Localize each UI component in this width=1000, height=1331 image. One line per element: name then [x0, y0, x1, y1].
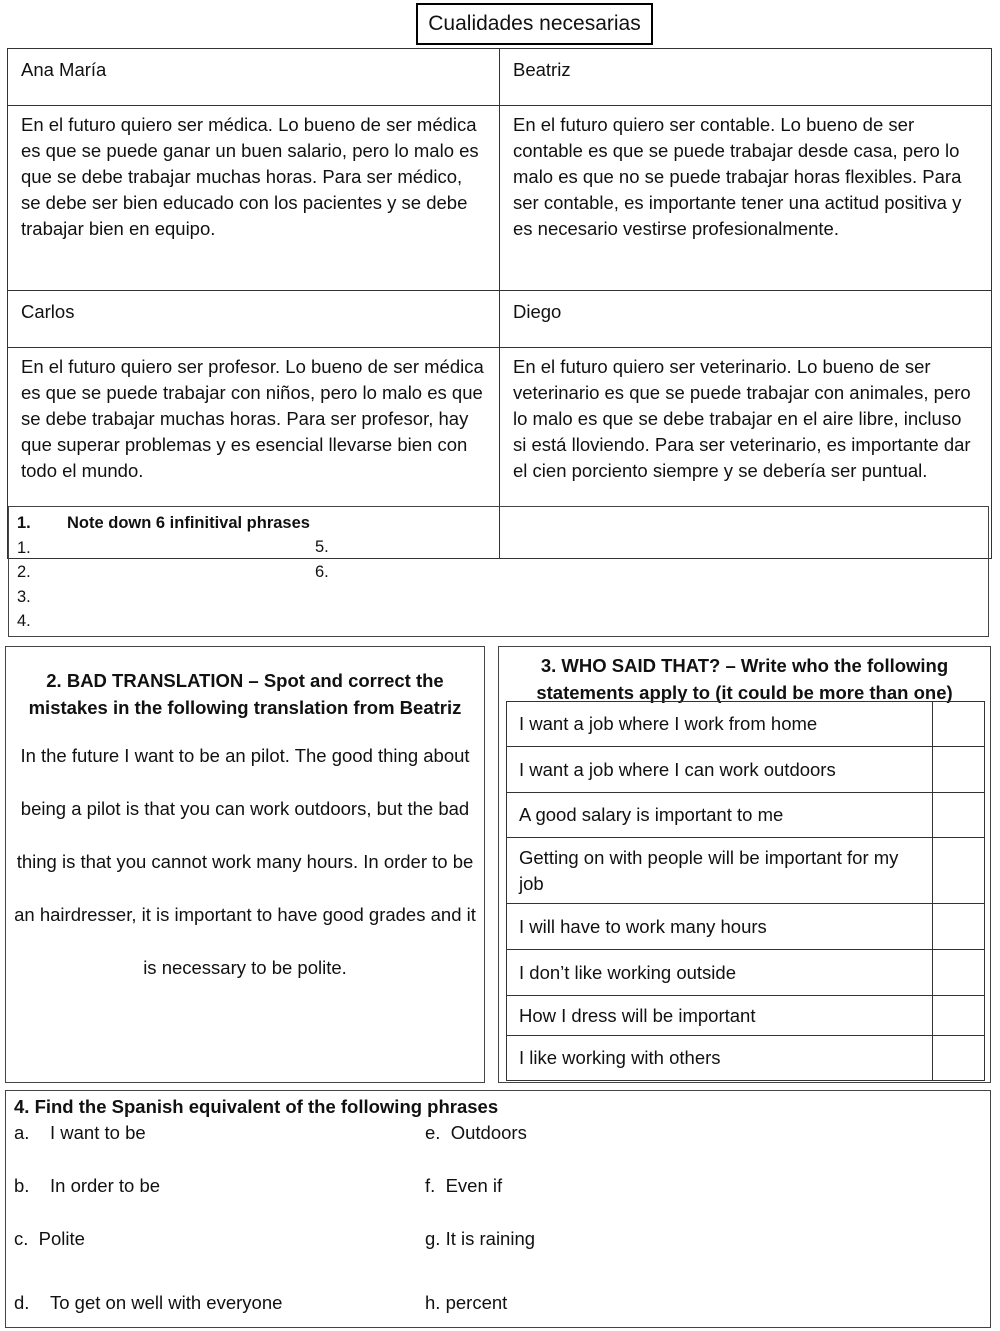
phrase-letter: h.	[425, 1292, 441, 1313]
section-1-heading-text: Note down 6 infinitival phrases	[67, 514, 310, 532]
phrase-text: It is raining	[445, 1228, 536, 1249]
phrase-text: Outdoors	[450, 1122, 527, 1143]
answer-line[interactable]	[17, 609, 980, 634]
answer-line[interactable]	[315, 535, 329, 560]
profile-name: Carlos	[8, 291, 500, 348]
phrase-item	[425, 1228, 535, 1250]
statement: I want a job where I can work outdoors	[507, 747, 933, 793]
section-4-spanish-equivalents	[5, 1090, 991, 1328]
phrase-text: To get on well with everyone	[50, 1292, 283, 1313]
statement: I like working with others	[507, 1036, 933, 1081]
phrase-item	[14, 1228, 85, 1250]
phrase-letter: g.	[425, 1228, 441, 1249]
phrase-letter: d.	[14, 1292, 30, 1313]
statement: I will have to work many hours	[507, 904, 933, 950]
answer-cell[interactable]	[933, 904, 985, 950]
phrase-item	[14, 1122, 146, 1144]
phrase-item	[14, 1292, 282, 1314]
statement: Getting on with people will be important for my job	[507, 838, 933, 904]
answer-cell[interactable]	[933, 950, 985, 996]
section-2-bad-translation	[5, 646, 485, 1083]
section-4-heading: 4. Find the Spanish equivalent of the following phrases	[14, 1096, 499, 1117]
answer-cell[interactable]	[933, 996, 985, 1036]
answer-number: 2.	[17, 563, 31, 581]
phrase-letter: c.	[14, 1228, 29, 1249]
phrase-letter: f.	[425, 1175, 436, 1196]
profile-name: Beatriz	[500, 49, 992, 106]
profiles-table	[7, 48, 992, 559]
statement: I want a job where I work from home	[507, 702, 933, 747]
answer-line[interactable]	[17, 536, 980, 561]
phrase-text: Polite	[38, 1228, 85, 1249]
answer-cell[interactable]	[933, 838, 985, 904]
section-2-heading: 2. BAD TRANSLATION – Spot and correct the mistakes in the following translation from Beatriz	[28, 670, 462, 718]
profile-name: Diego	[500, 291, 992, 348]
phrase-item	[425, 1122, 527, 1144]
phrase-text: Even if	[445, 1175, 503, 1196]
answer-number: 5.	[315, 538, 329, 556]
section-1-number: 1.	[17, 514, 31, 532]
section-3-heading: 3. WHO SAID THAT? – Write who the following statements apply to (it could be more than one)	[536, 655, 953, 703]
phrase-text: I want to be	[50, 1122, 146, 1143]
answer-line[interactable]	[17, 585, 980, 610]
statements-table	[506, 701, 985, 1081]
answer-number: 4.	[17, 612, 31, 630]
statement: I don’t like working outside	[507, 950, 933, 996]
phrase-item	[425, 1292, 507, 1314]
section-3-who-said-that	[498, 646, 991, 1083]
phrase-letter: b.	[14, 1175, 30, 1196]
phrase-text: In order to be	[50, 1175, 161, 1196]
phrase-item	[14, 1175, 160, 1197]
answer-line[interactable]	[315, 560, 329, 585]
answer-cell[interactable]	[933, 702, 985, 747]
profile-text: En el futuro quiero ser profesor. Lo bueno de ser médica es que se puede trabajar con niños, pero lo malo es que se debe trabajar muchas horas. Para ser profesor, hay que superar problemas y es esencial llevarse bien con todo el mundo.	[8, 348, 500, 559]
worksheet-title: Cualidades necesarias	[416, 3, 653, 45]
section-1-infinitival-phrases	[8, 506, 989, 637]
answer-line[interactable]	[17, 560, 980, 585]
profile-text: En el futuro quiero ser veterinario. Lo bueno de ser veterinario es que se puede trabajar con animales, pero lo malo es que se debe trabajar en el aire libre, incluso si está lloviendo. Para ser veterinario, es importante dar el cien porciento siempre y se debería ser puntual.	[500, 348, 992, 559]
profile-text: En el futuro quiero ser médica. Lo bueno de ser médica es que se puede ganar un buen salario, pero lo malo es que se debe trabajar muchas horas. Para ser médico, se debe ser bien educado con los pacientes y se debe trabajar bien en equipo.	[8, 106, 500, 291]
phrase-item	[425, 1175, 502, 1197]
profile-text: En el futuro quiero ser contable. Lo bueno de ser contable es que se puede trabajar desde casa, pero lo malo es que no se puede trabajar horas flexibles. Para ser contable, es importante tener una actitud positiva y es necesario vestirse profesionalmente.	[500, 106, 992, 291]
section-1-heading	[17, 511, 980, 536]
statement: How I dress will be important	[507, 996, 933, 1036]
answer-number: 3.	[17, 587, 31, 606]
phrase-letter: a.	[14, 1122, 30, 1143]
answer-number: 1.	[17, 538, 31, 557]
statement: A good salary is important to me	[507, 793, 933, 838]
answer-cell[interactable]	[933, 793, 985, 838]
phrase-text: percent	[445, 1292, 508, 1313]
answer-number: 6.	[315, 563, 329, 581]
answer-cell[interactable]	[933, 1036, 985, 1081]
profile-name: Ana María	[8, 49, 500, 106]
phrase-letter: e.	[425, 1122, 441, 1143]
answer-cell[interactable]	[933, 747, 985, 793]
translation-text: In the future I want to be an pilot. The good thing about being a pilot is that you can work outdoors, but the bad thing is that you cannot work many hours. In order to be an hairdresser, it is important to have good grades and it is necessary to be polite.	[14, 745, 476, 978]
